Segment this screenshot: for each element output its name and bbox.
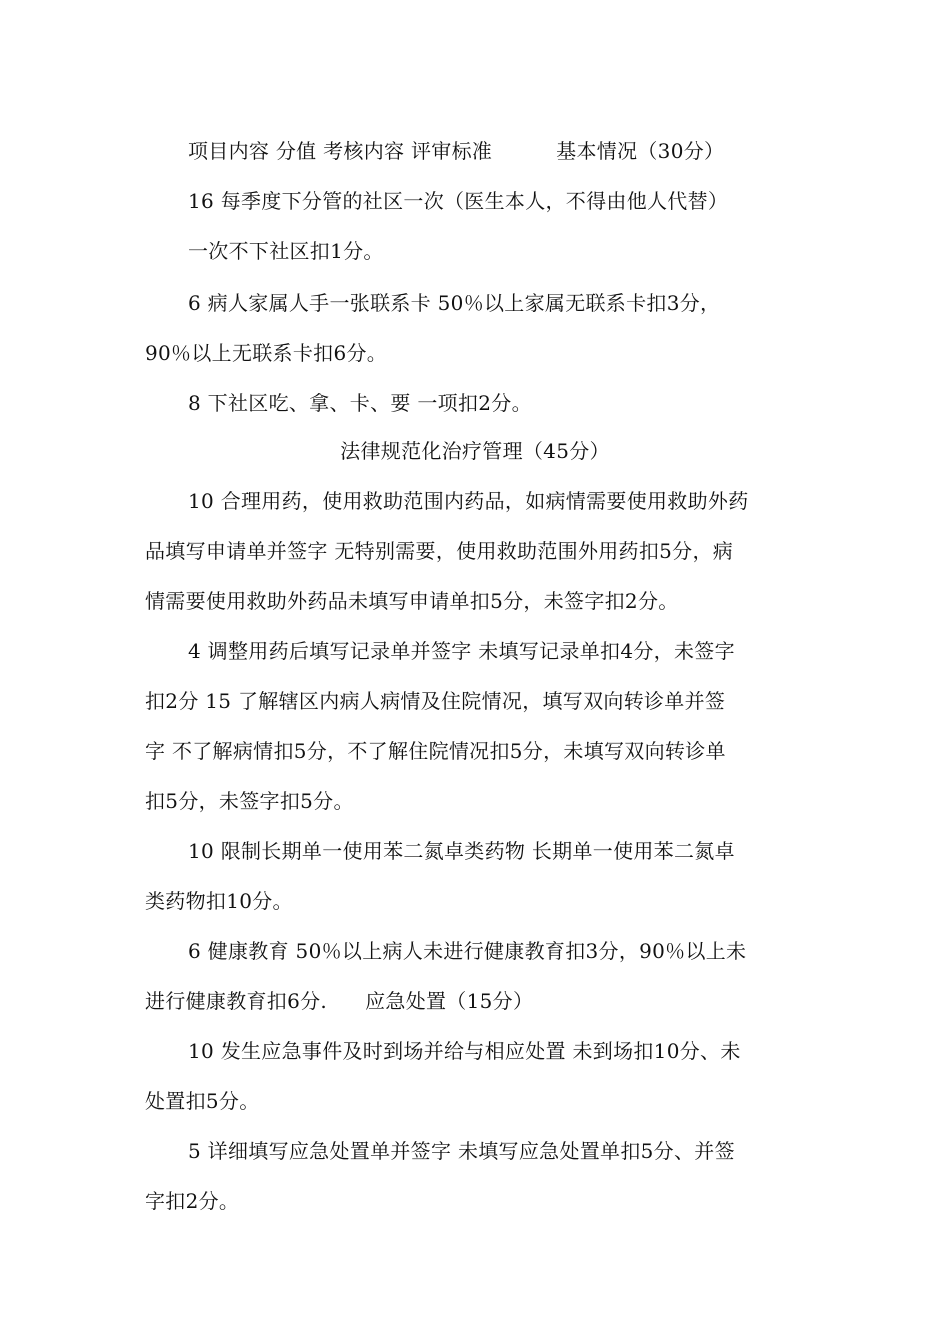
section-heading-treatment: 法律规范化治疗管理（45分） [340,439,610,463]
paragraph-line: 16 每季度下分管的社区一次（医生本人，不得由他人代替） [188,189,729,213]
paragraph-line: 8 下社区吃、拿、卡、要 一项扣2分。 [188,391,532,415]
paragraph-line: 类药物扣10分。 [145,889,293,913]
paragraph-line: 字 不了解病情扣5分，不了解住院情况扣5分，未填写双向转诊单 [145,739,726,763]
paragraph-line: 5 详细填写应急处置单并签字 未填写应急处置单扣5分、并签 [188,1139,735,1163]
paragraph-line: 10 限制长期单一使用苯二氮卓类药物 长期单一使用苯二氮卓 [188,839,735,863]
paragraph-line: 扣2分 15 了解辖区内病人病情及住院情况，填写双向转诊单并签 [145,689,726,713]
paragraph-line: 情需要使用救助外药品未填写申请单扣5分，未签字扣2分。 [145,589,679,613]
section-heading-basic: 基本情况（30分） [556,139,725,163]
paragraph-line: 4 调整用药后填写记录单并签字 未填写记录单扣4分，未签字 [188,639,735,663]
section-heading-emergency: 应急处置（15分） [365,989,534,1013]
paragraph-line: 字扣2分。 [145,1189,240,1213]
paragraph-line: 10 合理用药，使用救助范围内药品，如病情需要使用救助外药 [188,489,749,513]
paragraph-line: 90％以上无联系卡扣6分。 [145,341,388,365]
paragraph-line: 6 病人家属人手一张联系卡 50％以上家属无联系卡扣3分， [188,291,721,315]
paragraph-line: 一次不下社区扣1分。 [188,239,384,263]
paragraph-line: 品填写申请单并签字 无特别需要，使用救助范围外用药扣5分，病 [145,539,734,563]
paragraph-line: 10 发生应急事件及时到场并给与相应处置 未到场扣10分、未 [188,1039,741,1063]
table-header-text: 项目内容 分值 考核内容 评审标准 [188,139,493,163]
paragraph-line: 6 健康教育 50％以上病人未进行健康教育扣3分，90％以上未 [188,939,747,963]
header-line [188,138,868,164]
paragraph-line: 扣5分，未签字扣5分。 [145,789,354,813]
paragraph-line: 处置扣5分。 [145,1089,260,1113]
paragraph-line [145,988,825,1014]
paragraph-text: 进行健康教育扣6分. [145,989,328,1013]
